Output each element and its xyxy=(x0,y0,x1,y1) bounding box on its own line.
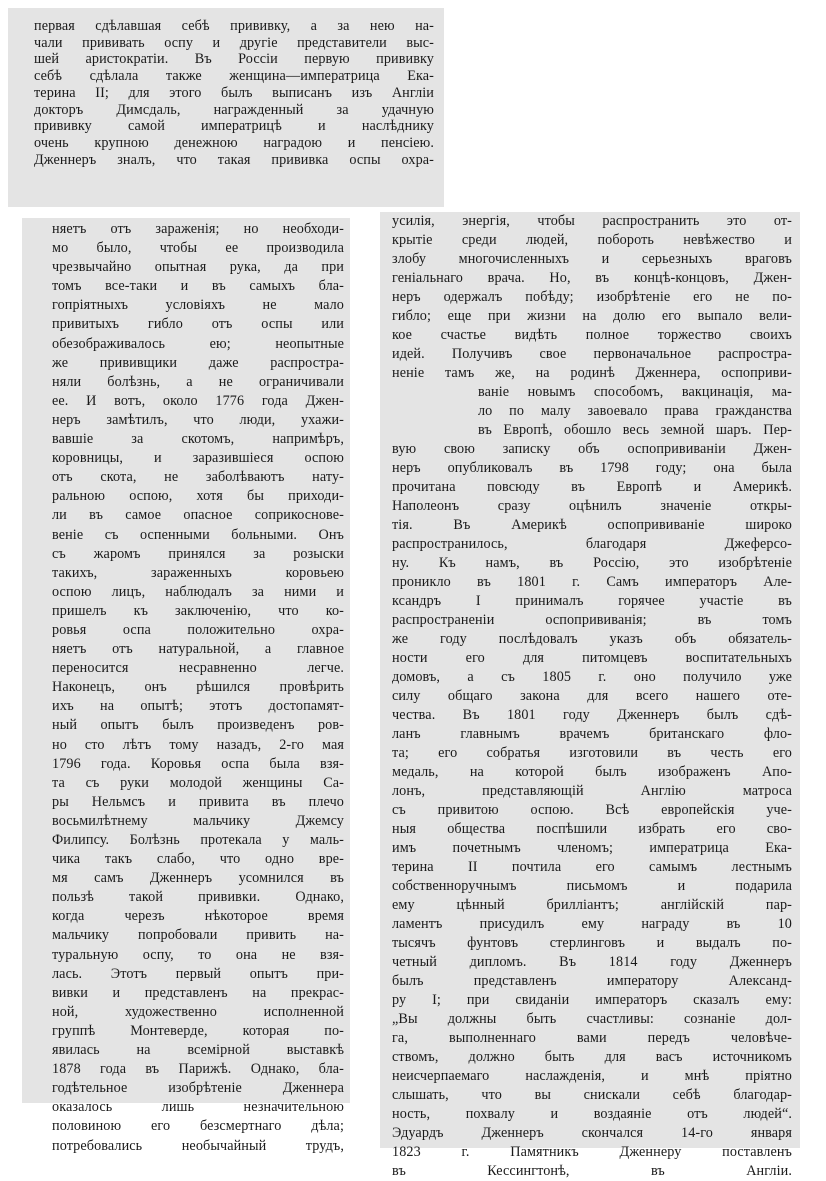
text-line: ланъ главнымъ врачемъ британскаго фло- xyxy=(392,726,792,742)
text-line: четный дипломъ. Въ 1814 году Дженнеръ xyxy=(392,954,792,970)
text-line: ры Нельмсъ и привита въ плечо xyxy=(52,793,344,810)
text-line: ной, художественно исполненной xyxy=(52,1003,344,1020)
text-line: неръ одержалъ побѣду; изобрѣтеніе его не по- xyxy=(392,289,792,305)
text-line: мо было, чтобы ее производила xyxy=(52,240,344,257)
text-line: та; его собратья изготовили въ честь его xyxy=(392,745,792,761)
text-line: 1796 года. Коровья оспа была взя- xyxy=(52,755,344,772)
text-line: ло по малу завоевало права гражданства xyxy=(478,403,792,419)
text-line: вую свою записку объ оспопрививаніи Джен- xyxy=(392,441,792,457)
text-line: вивки и представленъ на прекрас- xyxy=(52,984,344,1001)
text-line: первая сдѣлавшая себѣ прививку, а за нею на- xyxy=(34,18,434,34)
text-line: „Вы должны быть счастливы: сознаніе дол- xyxy=(392,1011,792,1027)
text-line: ксандръ I принималъ горячее участіе въ xyxy=(392,593,792,609)
text-line: имъ почетнымъ членомъ; императрица Ека- xyxy=(392,840,792,856)
text-line: неисчерпаемаго наслажденія, и мнѣ пріятно xyxy=(392,1068,792,1084)
text-line: ламентъ присудилъ ему награду въ 10 xyxy=(392,916,792,932)
text-line: вавшіе за скотомъ, напримѣръ, xyxy=(52,431,344,448)
text-line: пришелъ къ заключенію, что ко- xyxy=(52,602,344,619)
text-line: ный опытъ былъ произведенъ ров- xyxy=(52,717,344,734)
text-line: съ привитою оспою. Всѣ европейскія уче- xyxy=(392,802,792,818)
text-line: няетъ отъ натуральной, а главное xyxy=(52,641,344,658)
text-line: былъ представленъ императору Александ- xyxy=(392,973,792,989)
text-line: чали прививать оспу и другіе представители выс- xyxy=(34,34,434,51)
text-line: 1823 г. Памятникъ Дженнеру поставленъ xyxy=(392,1144,792,1160)
text-line: гопріятныхъ условіяхъ не мало xyxy=(52,297,344,314)
text-line: ру I; при свиданіи императоръ сказалъ ему: xyxy=(392,992,792,1008)
text-line: группѣ Монтеверде, которая по- xyxy=(52,1022,344,1039)
text-line: злобу многочисленныхъ и серьезныхъ враговъ xyxy=(392,251,792,267)
text-line: ее. И вотъ, около 1776 года Джен- xyxy=(52,392,344,409)
text-line: ну. Къ намъ, въ Россію, это изобрѣтеніе xyxy=(392,555,792,571)
text-line: Филипсу. Болѣзнь протекала у маль- xyxy=(52,832,344,848)
text-line: годѣтельное изобрѣтеніе Дженнера xyxy=(52,1080,344,1097)
text-line: отъ скота, не заболѣваютъ нату- xyxy=(52,469,344,486)
text-line: распространилось, благодаря Джеферсо- xyxy=(392,536,792,552)
text-line: терина II; для этого былъ выписанъ изъ Англіи xyxy=(34,84,434,101)
text-line: Наконецъ, онъ рѣшился провѣрить xyxy=(52,679,344,696)
text-line: ральною оспою, хотя бы приходи- xyxy=(52,488,344,505)
text-line: явилась на всемірной выставкѣ xyxy=(52,1042,344,1059)
text-line: слышать, что вы снискали себѣ благодар- xyxy=(392,1087,792,1103)
text-line: шей аристократіи. Въ Россіи первую прививку xyxy=(34,51,434,68)
text-line: но сто лѣтъ тому назадъ, 2-го мая xyxy=(52,736,344,753)
text-line: ваніе новымъ способомъ, вакцинація, ма- xyxy=(478,384,792,400)
text-line: ствомъ, должно быть для васъ источникомъ xyxy=(392,1049,792,1065)
text-line: распространеніи оспопрививанія; въ томъ xyxy=(392,612,792,628)
text-line: оспою лицъ, наблюдалъ за ними и xyxy=(52,583,344,600)
text-line: медаль, на которой былъ изображенъ Апо- xyxy=(392,764,792,780)
text-line: домовъ, а съ 1805 г. оно получило уже xyxy=(392,669,792,685)
text-line: коровницы, и заразившіеся оспою xyxy=(52,450,344,467)
text-line: ныя общества поспѣшили избрать его сво- xyxy=(392,821,792,837)
text-line: съ жаромъ принялся за розыски xyxy=(52,545,344,562)
text-line: 1878 года въ Парижѣ. Однако, бла- xyxy=(52,1061,344,1078)
text-line: силу общаго закона для всего нашего оте- xyxy=(392,688,792,704)
text-line: переносится несравненно легче. xyxy=(52,660,344,677)
text-line: идей. Получивъ свое первоначальное распростра- xyxy=(392,346,792,362)
text-line: геніальнаго врача. Но, въ концѣ-концовъ, Джен- xyxy=(392,270,792,286)
text-line: неніе тамъ же, на родинѣ Дженнера, оспоприви- xyxy=(392,365,792,381)
text-line: же прививщики даже распростра- xyxy=(52,354,344,371)
text-line: обезображивалось ею; неопытные xyxy=(52,335,344,352)
text-line: кое счастье видѣть полное торжество своихъ xyxy=(392,327,792,343)
text-line: мя самъ Дженнеръ усомнился въ xyxy=(52,870,344,887)
text-line: себѣ сдѣлала также женщина—императрица Ека- xyxy=(34,68,434,85)
text-line: мальчику попробовали привить на- xyxy=(52,927,344,944)
text-line: чика такъ слабо, что одно вре- xyxy=(52,851,344,868)
text-line: гибло; еще при жизни на долю его выпало вели- xyxy=(392,308,792,324)
text-line: ли въ самое опасное соприкоснове- xyxy=(52,507,344,524)
text-line: веніе съ оспенными больными. Онъ xyxy=(52,526,344,543)
text-line: крытіе среди людей, побороть невѣжество и xyxy=(392,232,792,248)
text-line: прививку самой императрицѣ и наслѣднику xyxy=(34,118,434,135)
text-line: чрезвычайно опытная рука, да при xyxy=(52,259,344,276)
text-line: терина II почтила его самымъ лестнымъ xyxy=(392,859,792,875)
text-line: няетъ отъ зараженія; но необходи- xyxy=(52,221,344,237)
text-line: тія. Въ Америкѣ оспопрививаніе широко xyxy=(392,517,792,533)
text-line: пользѣ такой прививки. Однако, xyxy=(52,889,344,906)
text-line: такихъ, зараженныхъ коровьею xyxy=(52,564,344,581)
text-line: чества. Въ 1801 году Дженнеръ былъ сдѣ- xyxy=(392,707,792,723)
text-line: ровья оспа положительно охра- xyxy=(52,621,344,638)
text-column-right xyxy=(380,212,800,1179)
text-line: га, выполненнаго вами передъ человѣче- xyxy=(392,1030,792,1046)
text-line: тысячъ фунтовъ стерлинговъ и выдалъ по- xyxy=(392,935,792,951)
text-line: восьмилѣтнему мальчику Джемсу xyxy=(52,812,344,829)
text-line: оказалось лишь незначительною xyxy=(52,1099,344,1116)
text-line: Эдуардъ Дженнеръ скончался 14-го января xyxy=(392,1125,792,1141)
text-line: когда черезъ нѣкоторое время xyxy=(52,908,344,925)
text-line: ность, похвалу и воздаяніе отъ людей“. xyxy=(392,1106,792,1122)
text-line: усилія, энергія, чтобы распространить это от- xyxy=(392,213,792,229)
text-line: проникло въ 1801 г. Самъ императоръ Але- xyxy=(392,574,792,590)
text-line: привитыхъ гибло отъ оспы или xyxy=(52,316,344,333)
text-line: ихъ на опытѣ; этотъ достопамят- xyxy=(52,698,344,715)
text-line: половиною его безсмертнаго дѣла; xyxy=(52,1118,344,1135)
text-line: собственноручнымъ письмомъ и подарила xyxy=(392,878,792,894)
text-column-left xyxy=(22,218,350,1154)
text-line: та съ руки молодой женщины Са- xyxy=(52,774,344,791)
text-line: въ Европѣ, обошло весь земной шаръ. Пер- xyxy=(478,422,792,438)
text-line: прочитана повсюду въ Европѣ и Америкѣ. xyxy=(392,479,792,495)
text-line: няли болѣзнь, а не ограничивали xyxy=(52,373,344,390)
text-line: ему цѣнный брилліантъ; англійскій пар- xyxy=(392,897,792,913)
text-line: потребовались необычайный трудъ, xyxy=(52,1137,344,1154)
text-line: неръ опубликовалъ въ 1798 году; она была xyxy=(392,460,792,476)
text-line: лонъ, представляющій Англію матроса xyxy=(392,783,792,799)
text-line: неръ замѣтилъ, что люди, ухажи- xyxy=(52,411,344,428)
text-line: лась. Этотъ первый опытъ при- xyxy=(52,965,344,982)
text-fragment-top xyxy=(8,8,444,207)
text-line: же году послѣдовалъ указъ объ обязатель- xyxy=(392,631,792,647)
text-line: туральную оспу, то она не взя- xyxy=(52,946,344,963)
text-line: въ Кессингтонѣ, въ Англіи. xyxy=(392,1163,792,1179)
text-line: ности его для питомцевъ воспитательныхъ xyxy=(392,650,792,666)
text-line: Наполеонъ сразу оцѣнилъ значеніе откры- xyxy=(392,498,792,514)
text-line: очень крупною денежною наградою и пенсіею. xyxy=(34,134,434,151)
text-line: томъ все-таки и въ самыхъ бла- xyxy=(52,278,344,295)
text-line: докторъ Димсдаль, награжденный за удачную xyxy=(34,101,434,118)
text-line: Дженнеръ зналъ, что такая прививка оспы охра- xyxy=(34,151,434,168)
